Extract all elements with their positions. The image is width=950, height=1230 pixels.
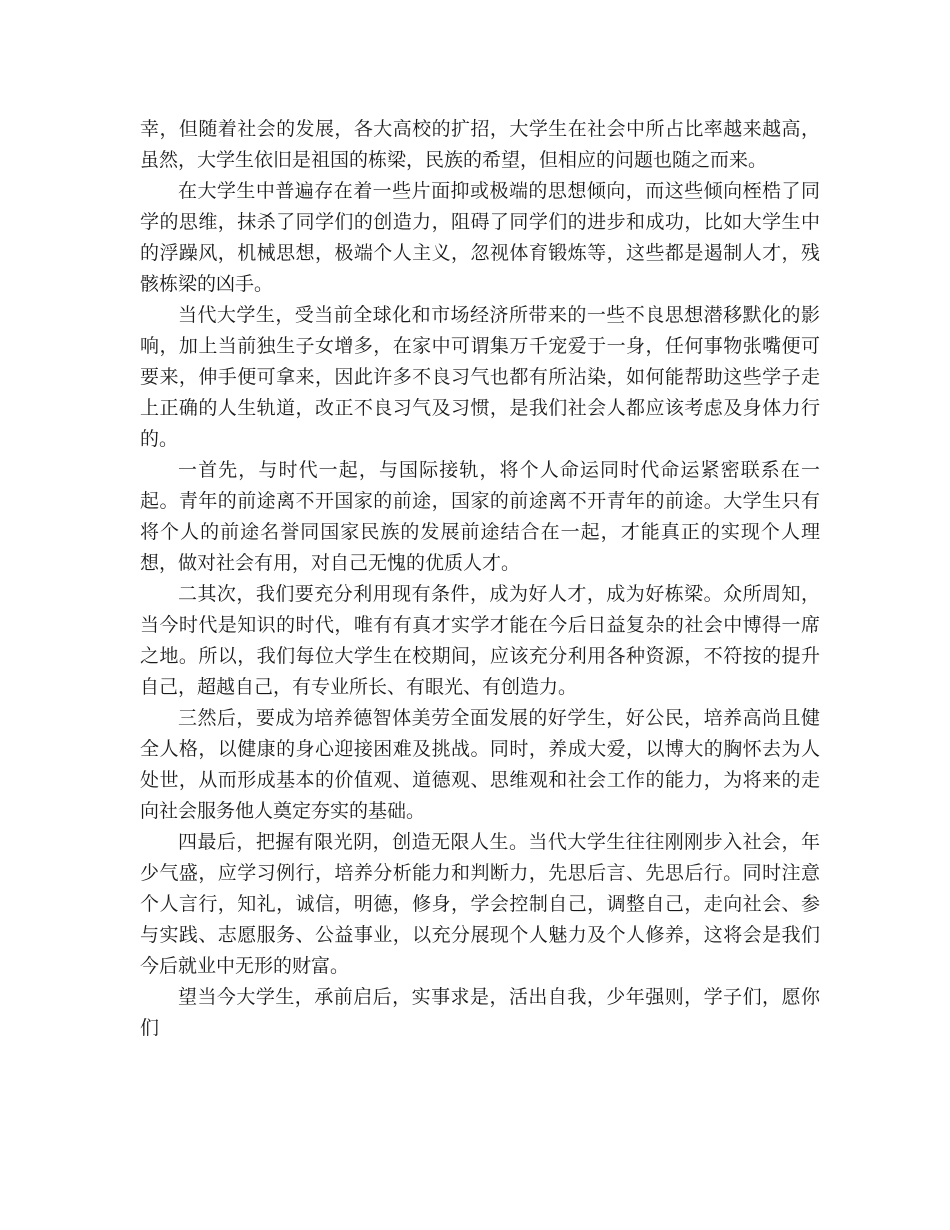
paragraph-point-two: 二其次，我们要充分利用现有条件，成为好人才，成为好栋梁。众所周知，当今时代是知识的时代，唯有有真才实学才能在今后日益复杂的社会中博得一席之地。所以，我们每位大学生在校期间，应该充分利用各种资源，不符按的提升自己，超越自己，有专业所长、有眼光、有创造力。 <box>140 583 820 698</box>
paragraph-point-one: 一首先，与时代一起，与国际接轨，将个人命运同时代命运紧密联系在一起。青年的前途离不开国家的前途，国家的前途离不开青年的前途。大学生只有将个人的前途名誉同国家民族的发展前途结合在一起，才能真正的实现个人理想，做对社会有用，对自己无愧的优质人才。 <box>140 459 820 574</box>
paragraph-student-thought-trends: 在大学生中普遍存在着一些片面抑或极端的思想倾向，而这些倾向桎梏了同学的思维，抹杀了同学们的创造力，阻碍了同学们的进步和成功，比如大学生中的浮躁风，机械思想，极端个人主义，忽视体育锻炼等，这些都是遏制人才，残骸栋梁的凶手。 <box>140 180 820 295</box>
paragraph-closing: 望当今大学生，承前启后，实事求是，活出自我，少年强则，学子们，愿你们 <box>140 986 820 1039</box>
paragraph-point-four: 四最后，把握有限光阴，创造无限人生。当代大学生往往刚刚步入社会，年少气盛，应学习例行，培养分析能力和判断力，先思后言、先思后行。同时注意个人言行，知礼，诚信，明德，修身，学会控制自己，调整自己，走向社会、参与实践、志愿服务、公益事业，以充分展现个人魅力及个人修养，这将会是我们今后就业中无形的财富。 <box>140 831 820 977</box>
paragraph-continued: 幸，但随着社会的发展，各大高校的扩招，大学生在社会中所占比率越来越高，虽然，大学生依旧是祖国的栋梁，民族的希望，但相应的问题也随之而来。 <box>140 118 820 171</box>
body-text <box>140 114 820 1044</box>
paragraph-point-three: 三然后，要成为培养德智体美劳全面发展的好学生，好公民，培养高尚且健全人格，以健康的身心迎接困难及挑战。同时，养成大爱，以博大的胸怀去为人处世，从而形成基本的价值观、道德观、思维观和社会工作的能力，为将来的走向社会服务他人奠定夯实的基础。 <box>140 707 820 822</box>
paragraph-contemporary-students: 当代大学生，受当前全球化和市场经济所带来的一些不良思想潜移默化的影响，加上当前独生子女增多，在家中可谓集万千宠爱于一身，任何事物张嘴便可要来，伸手便可拿来，因此许多不良习气也都有所沾染，如何能帮助这些学子走上正确的人生轨道，改正不良习气及习惯，是我们社会人都应该考虑及身体力行的。 <box>140 304 820 450</box>
